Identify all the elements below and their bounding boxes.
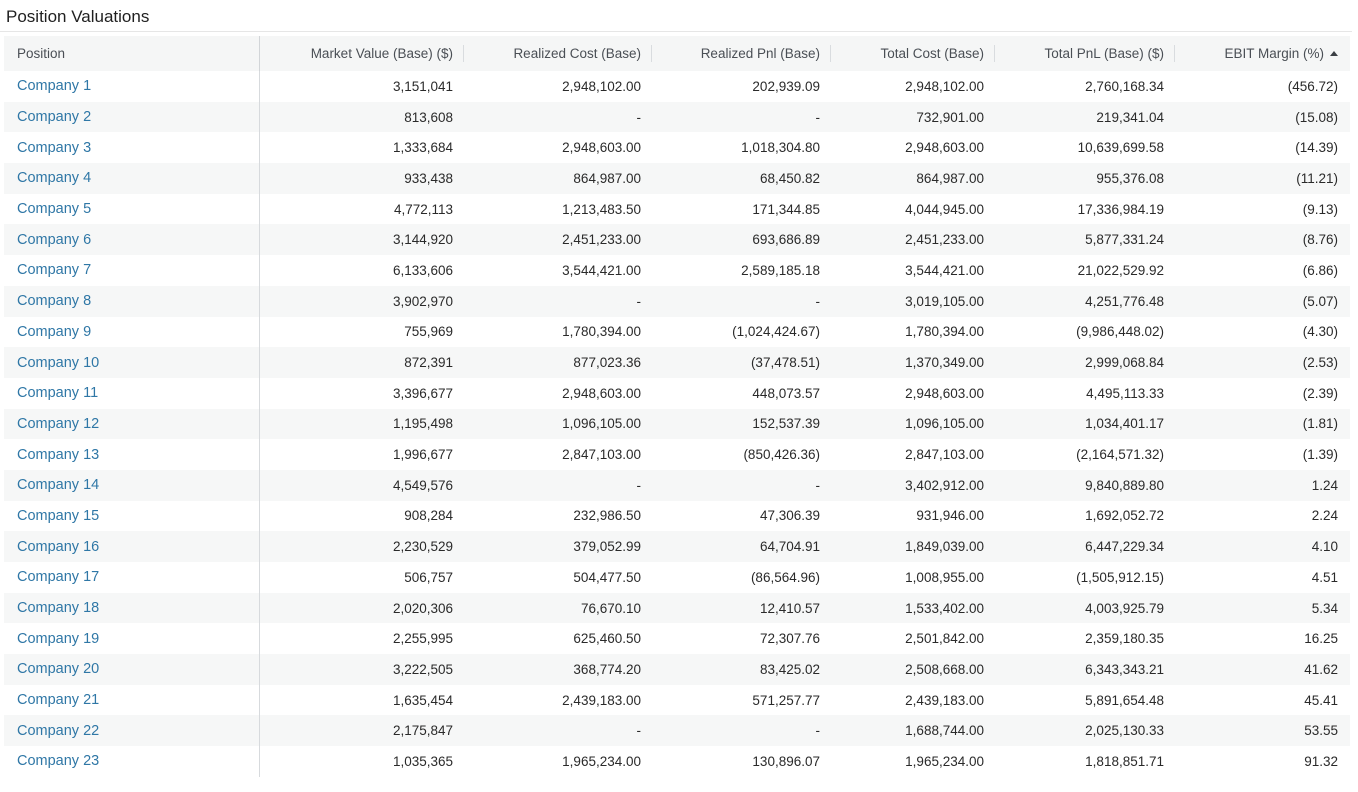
cell-ebit-margin: (456.72) (1287, 78, 1338, 94)
cell-ebit-margin: (6.86) (1302, 262, 1338, 278)
cell-ebit-margin: (1.39) (1302, 447, 1338, 463)
cell-total-cost: 3,402,912.00 (905, 477, 984, 493)
cell-realized-pnl: (1,024,424.67) (732, 324, 820, 340)
cell-realized-cost: 1,213,483.50 (562, 201, 641, 217)
position-link[interactable]: Company 11 (4, 378, 260, 409)
table-row[interactable] (4, 163, 1350, 194)
cell-ebit-margin: (15.08) (1295, 109, 1338, 125)
cell-market-value: 1,996,677 (392, 447, 453, 463)
position-link[interactable]: Company 20 (4, 654, 260, 685)
cell-total-cost: 1,008,955.00 (905, 569, 984, 585)
cell-realized-cost: - (636, 723, 641, 739)
cell-market-value: 6,133,606 (392, 262, 453, 278)
cell-realized-pnl: 202,939.09 (752, 78, 820, 94)
cell-ebit-margin: (8.76) (1302, 232, 1338, 248)
table-row[interactable] (4, 132, 1350, 163)
cell-total-pnl: 1,034,401.17 (1085, 416, 1164, 432)
cell-market-value: 872,391 (404, 355, 453, 371)
cell-ebit-margin: 91.32 (1304, 753, 1338, 769)
cell-ebit-margin: 4.10 (1311, 539, 1338, 555)
cell-total-cost: 4,044,945.00 (905, 201, 984, 217)
cell-ebit-margin: (9.13) (1302, 201, 1338, 217)
cell-realized-cost: - (636, 293, 641, 309)
position-link[interactable]: Company 8 (4, 286, 260, 317)
cell-market-value: 813,608 (404, 109, 453, 125)
position-link[interactable]: Company 13 (4, 439, 260, 470)
position-link[interactable]: Company 16 (4, 531, 260, 562)
cell-total-cost: 2,948,102.00 (905, 78, 984, 94)
column-header-ebit-margin[interactable] (1175, 36, 1350, 71)
cell-total-pnl: (2,164,571.32) (1076, 447, 1164, 463)
table-row[interactable] (4, 623, 1350, 654)
cell-realized-cost: 76,670.10 (580, 600, 641, 616)
cell-market-value: 1,195,498 (392, 416, 453, 432)
cell-market-value: 3,222,505 (392, 661, 453, 677)
cell-market-value: 755,969 (404, 324, 453, 340)
table-row[interactable] (4, 286, 1350, 317)
cell-realized-cost: 877,023.36 (573, 355, 641, 371)
cell-market-value: 3,396,677 (392, 385, 453, 401)
cell-market-value: 3,144,920 (392, 232, 453, 248)
position-link[interactable]: Company 5 (4, 194, 260, 225)
table-row[interactable] (4, 317, 1350, 348)
cell-realized-cost: 1,096,105.00 (562, 416, 641, 432)
column-header-market-value[interactable]: Market Value (Base) ($) (260, 36, 464, 71)
cell-ebit-margin: (2.39) (1302, 385, 1338, 401)
cell-ebit-margin: 41.62 (1304, 661, 1338, 677)
cell-total-cost: 1,965,234.00 (905, 753, 984, 769)
cell-market-value: 506,757 (404, 569, 453, 585)
cell-total-pnl: 4,495,113.33 (1086, 385, 1164, 401)
cell-realized-pnl: 448,073.57 (752, 385, 820, 401)
cell-total-cost: 2,501,842.00 (905, 631, 984, 647)
table-row[interactable] (4, 685, 1350, 716)
cell-total-cost: 2,451,233.00 (905, 232, 984, 248)
cell-total-pnl: 5,877,331.24 (1085, 232, 1164, 248)
position-link[interactable]: Company 10 (4, 347, 260, 378)
cell-realized-cost: 2,948,603.00 (562, 385, 641, 401)
cell-total-pnl: 955,376.08 (1096, 170, 1164, 186)
table-row[interactable] (4, 470, 1350, 501)
position-link[interactable]: Company 9 (4, 317, 260, 348)
cell-realized-pnl: 72,307.76 (759, 631, 820, 647)
cell-total-pnl: 17,336,984.19 (1077, 201, 1164, 217)
cell-total-pnl: 9,840,889.80 (1085, 477, 1164, 493)
cell-ebit-margin: (5.07) (1302, 293, 1338, 309)
table-row[interactable] (4, 71, 1350, 102)
table-row[interactable] (4, 501, 1350, 532)
cell-market-value: 4,772,113 (393, 201, 453, 217)
cell-market-value: 3,902,970 (392, 293, 453, 309)
cell-realized-pnl: 2,589,185.18 (741, 262, 820, 278)
cell-ebit-margin: (2.53) (1302, 355, 1338, 371)
cell-total-pnl: 2,999,068.84 (1085, 355, 1164, 371)
cell-realized-cost: - (636, 109, 641, 125)
table-row[interactable] (4, 409, 1350, 440)
cell-realized-cost: 3,544,421.00 (562, 262, 641, 278)
position-link[interactable]: Company 7 (4, 255, 260, 286)
table-row[interactable] (4, 593, 1350, 624)
cell-market-value: 933,438 (404, 170, 453, 186)
cell-ebit-margin: (1.81) (1302, 416, 1338, 432)
cell-realized-cost: 232,986.50 (573, 508, 641, 524)
sort-ascending-icon (1330, 51, 1338, 56)
panel-title: Position Valuations (6, 7, 150, 26)
cell-realized-cost: 625,460.50 (573, 631, 641, 647)
cell-total-cost: 864,987.00 (916, 170, 984, 186)
position-link[interactable]: Company 18 (4, 593, 260, 624)
cell-market-value: 2,255,995 (392, 631, 453, 647)
position-link[interactable]: Company 17 (4, 562, 260, 593)
cell-market-value: 1,035,365 (392, 753, 453, 769)
title-divider (0, 31, 1352, 32)
table-row[interactable] (4, 255, 1350, 286)
cell-total-cost: 3,019,105.00 (905, 293, 984, 309)
cell-total-cost: 1,849,039.00 (905, 539, 984, 555)
cell-total-pnl: 4,003,925.79 (1085, 600, 1164, 616)
position-link[interactable]: Company 23 (4, 746, 260, 777)
cell-market-value: 2,230,529 (392, 539, 453, 555)
column-header-total-cost[interactable]: Total Cost (Base) (831, 36, 995, 71)
cell-realized-pnl: 83,425.02 (759, 661, 820, 677)
position-link[interactable]: Company 6 (4, 224, 260, 255)
cell-realized-pnl: 152,537.39 (752, 416, 820, 432)
table-row[interactable] (4, 347, 1350, 378)
position-link[interactable]: Company 15 (4, 501, 260, 532)
table-row[interactable] (4, 654, 1350, 685)
cell-realized-cost: 1,965,234.00 (562, 753, 641, 769)
cell-ebit-margin: (4.30) (1302, 324, 1338, 340)
table-header-row (4, 36, 1350, 71)
cell-realized-cost: 2,847,103.00 (562, 447, 641, 463)
cell-ebit-margin: 45.41 (1304, 692, 1338, 708)
cell-realized-cost: 504,477.50 (573, 569, 641, 585)
cell-ebit-margin: (14.39) (1295, 140, 1338, 156)
position-link[interactable]: Company 21 (4, 685, 260, 716)
cell-realized-cost: - (636, 477, 641, 493)
cell-total-pnl: 21,022,529.92 (1077, 262, 1164, 278)
cell-realized-pnl: (86,564.96) (750, 569, 820, 585)
column-header-realized-pnl[interactable]: Realized Pnl (Base) (652, 36, 831, 71)
cell-total-cost: 931,946.00 (916, 508, 984, 524)
cell-total-cost: 3,544,421.00 (905, 262, 984, 278)
cell-ebit-margin: 16.25 (1304, 631, 1338, 647)
cell-realized-pnl: 1,018,304.80 (741, 140, 820, 156)
table-body (4, 71, 1350, 777)
cell-market-value: 908,284 (404, 508, 453, 524)
position-link[interactable]: Company 22 (4, 715, 260, 746)
cell-total-cost: 2,948,603.00 (905, 385, 984, 401)
cell-market-value: 2,020,306 (392, 600, 453, 616)
position-link[interactable]: Company 14 (4, 470, 260, 501)
cell-realized-pnl: 12,410.57 (759, 600, 820, 616)
table-row[interactable] (4, 194, 1350, 225)
cell-realized-cost: 2,439,183.00 (562, 692, 641, 708)
cell-total-cost: 1,780,394.00 (905, 324, 984, 340)
table-row[interactable] (4, 746, 1350, 777)
table-row[interactable] (4, 715, 1350, 746)
cell-total-cost: 1,370,349.00 (905, 355, 984, 371)
cell-realized-cost: 2,948,102.00 (562, 78, 641, 94)
cell-realized-pnl: - (815, 109, 820, 125)
cell-total-cost: 2,439,183.00 (905, 692, 984, 708)
cell-realized-pnl: 68,450.82 (759, 170, 820, 186)
column-header-position[interactable]: Position (4, 36, 260, 71)
position-link[interactable]: Company 3 (4, 132, 260, 163)
table-row[interactable] (4, 562, 1350, 593)
cell-total-pnl: 1,818,851.71 (1085, 753, 1164, 769)
cell-realized-pnl: 47,306.39 (759, 508, 820, 524)
position-link[interactable]: Company 1 (4, 71, 260, 102)
cell-realized-pnl: 693,686.89 (752, 232, 820, 248)
cell-ebit-margin: (11.21) (1296, 170, 1338, 186)
position-link[interactable]: Company 4 (4, 163, 260, 194)
cell-realized-cost: 368,774.20 (573, 661, 641, 677)
cell-market-value: 2,175,847 (392, 723, 453, 739)
cell-realized-pnl: (850,426.36) (743, 447, 820, 463)
cell-realized-cost: 2,948,603.00 (562, 140, 641, 156)
cell-market-value: 1,333,684 (392, 140, 453, 156)
cell-total-cost: 1,533,402.00 (905, 600, 984, 616)
cell-market-value: 4,549,576 (392, 477, 453, 493)
cell-market-value: 1,635,454 (392, 692, 453, 708)
cell-realized-cost: 864,987.00 (573, 170, 641, 186)
table-row[interactable] (4, 224, 1350, 255)
column-header-realized-cost[interactable]: Realized Cost (Base) (464, 36, 652, 71)
cell-total-cost: 732,901.00 (916, 109, 984, 125)
cell-total-pnl: (9,986,448.02) (1076, 324, 1164, 340)
cell-total-pnl: 219,341.04 (1096, 109, 1164, 125)
cell-realized-pnl: - (815, 477, 820, 493)
cell-realized-cost: 2,451,233.00 (562, 232, 641, 248)
cell-realized-pnl: 64,704.91 (759, 539, 820, 555)
column-header-total-pnl[interactable]: Total PnL (Base) ($) (995, 36, 1175, 71)
cell-total-cost: 2,847,103.00 (905, 447, 984, 463)
column-header-ebit-margin-label: EBIT Margin (%) (1224, 46, 1324, 61)
cell-total-pnl: 2,760,168.34 (1085, 78, 1164, 94)
cell-total-cost: 1,096,105.00 (905, 416, 984, 432)
cell-total-pnl: (1,505,912.15) (1076, 569, 1164, 585)
position-link[interactable]: Company 2 (4, 102, 260, 133)
cell-total-cost: 2,948,603.00 (905, 140, 984, 156)
cell-ebit-margin: 4.51 (1311, 569, 1338, 585)
cell-ebit-margin: 2.24 (1311, 508, 1338, 524)
position-valuations-table (4, 36, 1350, 777)
cell-realized-pnl: 171,344.85 (752, 201, 820, 217)
cell-ebit-margin: 53.55 (1304, 723, 1338, 739)
table-row[interactable] (4, 378, 1350, 409)
position-link[interactable]: Company 19 (4, 623, 260, 654)
cell-total-pnl: 6,447,229.34 (1085, 539, 1164, 555)
cell-ebit-margin: 1.24 (1311, 477, 1338, 493)
table-row[interactable] (4, 102, 1350, 133)
table-row[interactable] (4, 439, 1350, 470)
cell-realized-pnl: (37,478.51) (750, 355, 820, 371)
cell-realized-pnl: 130,896.07 (752, 753, 820, 769)
cell-realized-cost: 379,052.99 (573, 539, 641, 555)
cell-realized-pnl: - (815, 723, 820, 739)
cell-total-pnl: 2,025,130.33 (1085, 723, 1164, 739)
cell-total-pnl: 4,251,776.48 (1085, 293, 1164, 309)
cell-total-pnl: 1,692,052.72 (1085, 508, 1164, 524)
cell-realized-pnl: - (815, 293, 820, 309)
table-row[interactable] (4, 531, 1350, 562)
cell-total-pnl: 6,343,343.21 (1085, 661, 1164, 677)
cell-total-pnl: 2,359,180.35 (1085, 631, 1164, 647)
cell-total-cost: 1,688,744.00 (905, 723, 984, 739)
cell-total-pnl: 5,891,654.48 (1085, 692, 1164, 708)
position-link[interactable]: Company 12 (4, 409, 260, 440)
cell-total-cost: 2,508,668.00 (905, 661, 984, 677)
cell-realized-cost: 1,780,394.00 (562, 324, 641, 340)
cell-total-pnl: 10,639,699.58 (1077, 140, 1164, 156)
cell-ebit-margin: 5.34 (1311, 600, 1338, 616)
cell-market-value: 3,151,041 (392, 78, 453, 94)
cell-realized-pnl: 571,257.77 (752, 692, 820, 708)
